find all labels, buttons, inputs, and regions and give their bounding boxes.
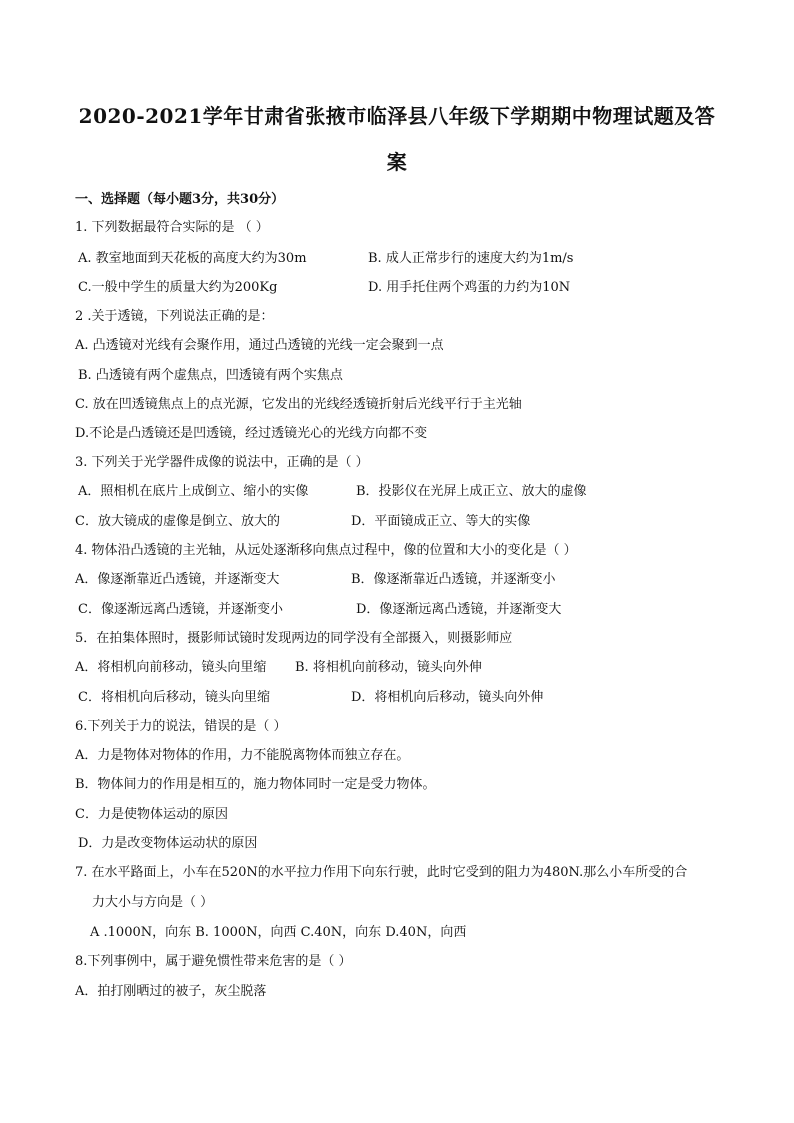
question-3-option-b: B．投影仪在光屏上成正立、放大的虚像 xyxy=(356,484,587,499)
question-3-option-c: C．放大镜成的虚像是倒立、放大的 xyxy=(75,514,280,529)
question-1-option-a: A. 教室地面到天花板的高度大约为30m xyxy=(78,251,307,266)
question-6-stem: 6.下列关于力的说法，错误的是（ ） xyxy=(75,719,287,734)
question-5-stem: 5．在拍集体照时，摄影师试镜时发现两边的同学没有全部摄入，则摄影师应 xyxy=(75,631,513,646)
question-2-option-c: C. 放在凹透镜焦点上的点光源，它发出的光线经透镜折射后光线平行于主光轴 xyxy=(75,397,522,412)
question-5-option-b: B. 将相机向前移动，镜头向外伸 xyxy=(295,660,482,675)
question-3-stem: 3. 下列关于光学器件成像的说法中，正确的是（ ） xyxy=(75,455,369,470)
question-2-option-d: D.不论是凸透镜还是凹透镜，经过透镜光心的光线方向都不变 xyxy=(75,426,428,441)
question-2-option-b: B. 凸透镜有两个虚焦点，凹透镜有两个实焦点 xyxy=(78,368,343,383)
question-8-option-a: A．拍打刚晒过的被子，灰尘脱落 xyxy=(75,984,267,999)
question-7-stem-line-2: 力大小与方向是（ ） xyxy=(92,895,214,910)
question-4-option-c: C．像逐渐远离凸透镜，并逐渐变小 xyxy=(78,602,283,617)
question-1-option-d: D. 用手托住两个鸡蛋的力约为10N xyxy=(368,280,571,295)
question-7-options: A .1000N，向东 B. 1000N，向西 C.40N，向东 D.40N，向西 xyxy=(90,925,467,940)
question-4-option-a: A．像逐渐靠近凸透镜，并逐渐变大 xyxy=(75,572,280,587)
question-2-option-a: A. 凸透镜对光线有会聚作用，通过凸透镜的光线一定会聚到一点 xyxy=(75,338,444,353)
question-1-stem: 1. 下列数据最符合实际的是 （ ） xyxy=(75,220,269,235)
document-title-line-2: 案 xyxy=(386,150,408,174)
question-6-option-b: B．物体间力的作用是相互的，施力物体同时一定是受力物体。 xyxy=(75,777,436,792)
question-4-option-d: D．像逐渐远离凸透镜，并逐渐变大 xyxy=(356,602,562,617)
question-3-option-a: A．照相机在底片上成倒立、缩小的实像 xyxy=(78,484,309,499)
question-1-option-b: B. 成人正常步行的速度大约为1m/s xyxy=(368,251,574,266)
question-2-stem: 2 .关于透镜，下列说法正确的是： xyxy=(75,309,274,324)
question-6-option-a: A．力是物体对物体的作用，力不能脱离物体而独立存在。 xyxy=(75,748,410,763)
question-6-option-d: D．力是改变物体运动状的原因 xyxy=(78,836,258,851)
question-4-option-b: B．像逐渐靠近凸透镜，并逐渐变小 xyxy=(351,572,556,587)
question-3-option-d: D．平面镜成正立、等大的实像 xyxy=(351,514,531,529)
question-5-option-d: D．将相机向后移动，镜头向外伸 xyxy=(351,690,544,705)
question-5-option-a: A．将相机向前移动，镜头向里缩 xyxy=(75,660,267,675)
question-5-option-c: C．将相机向后移动，镜头向里缩 xyxy=(78,690,270,705)
document-title-line-1: 2020-2021学年甘肃省张掖市临泽县八年级下学期期中物理试题及答 xyxy=(78,104,716,128)
question-7-stem-line-1: 7. 在水平路面上，小车在520N的水平拉力作用下向东行驶，此时它受到的阻力为480N.那么小车所受的合 xyxy=(75,865,688,880)
question-1-option-c: C.一般中学生的质量大约为200Kg xyxy=(78,280,278,295)
question-8-stem: 8.下列事例中，属于避免惯性带来危害的是（ ） xyxy=(75,954,352,969)
question-4-stem: 4. 物体沿凸透镜的主光轴，从远处逐渐移向焦点过程中，像的位置和大小的变化是（ ） xyxy=(75,543,577,558)
section-heading: 一、选择题（每小题3分，共30分） xyxy=(75,192,285,207)
question-6-option-c: C．力是使物体运动的原因 xyxy=(75,807,228,822)
